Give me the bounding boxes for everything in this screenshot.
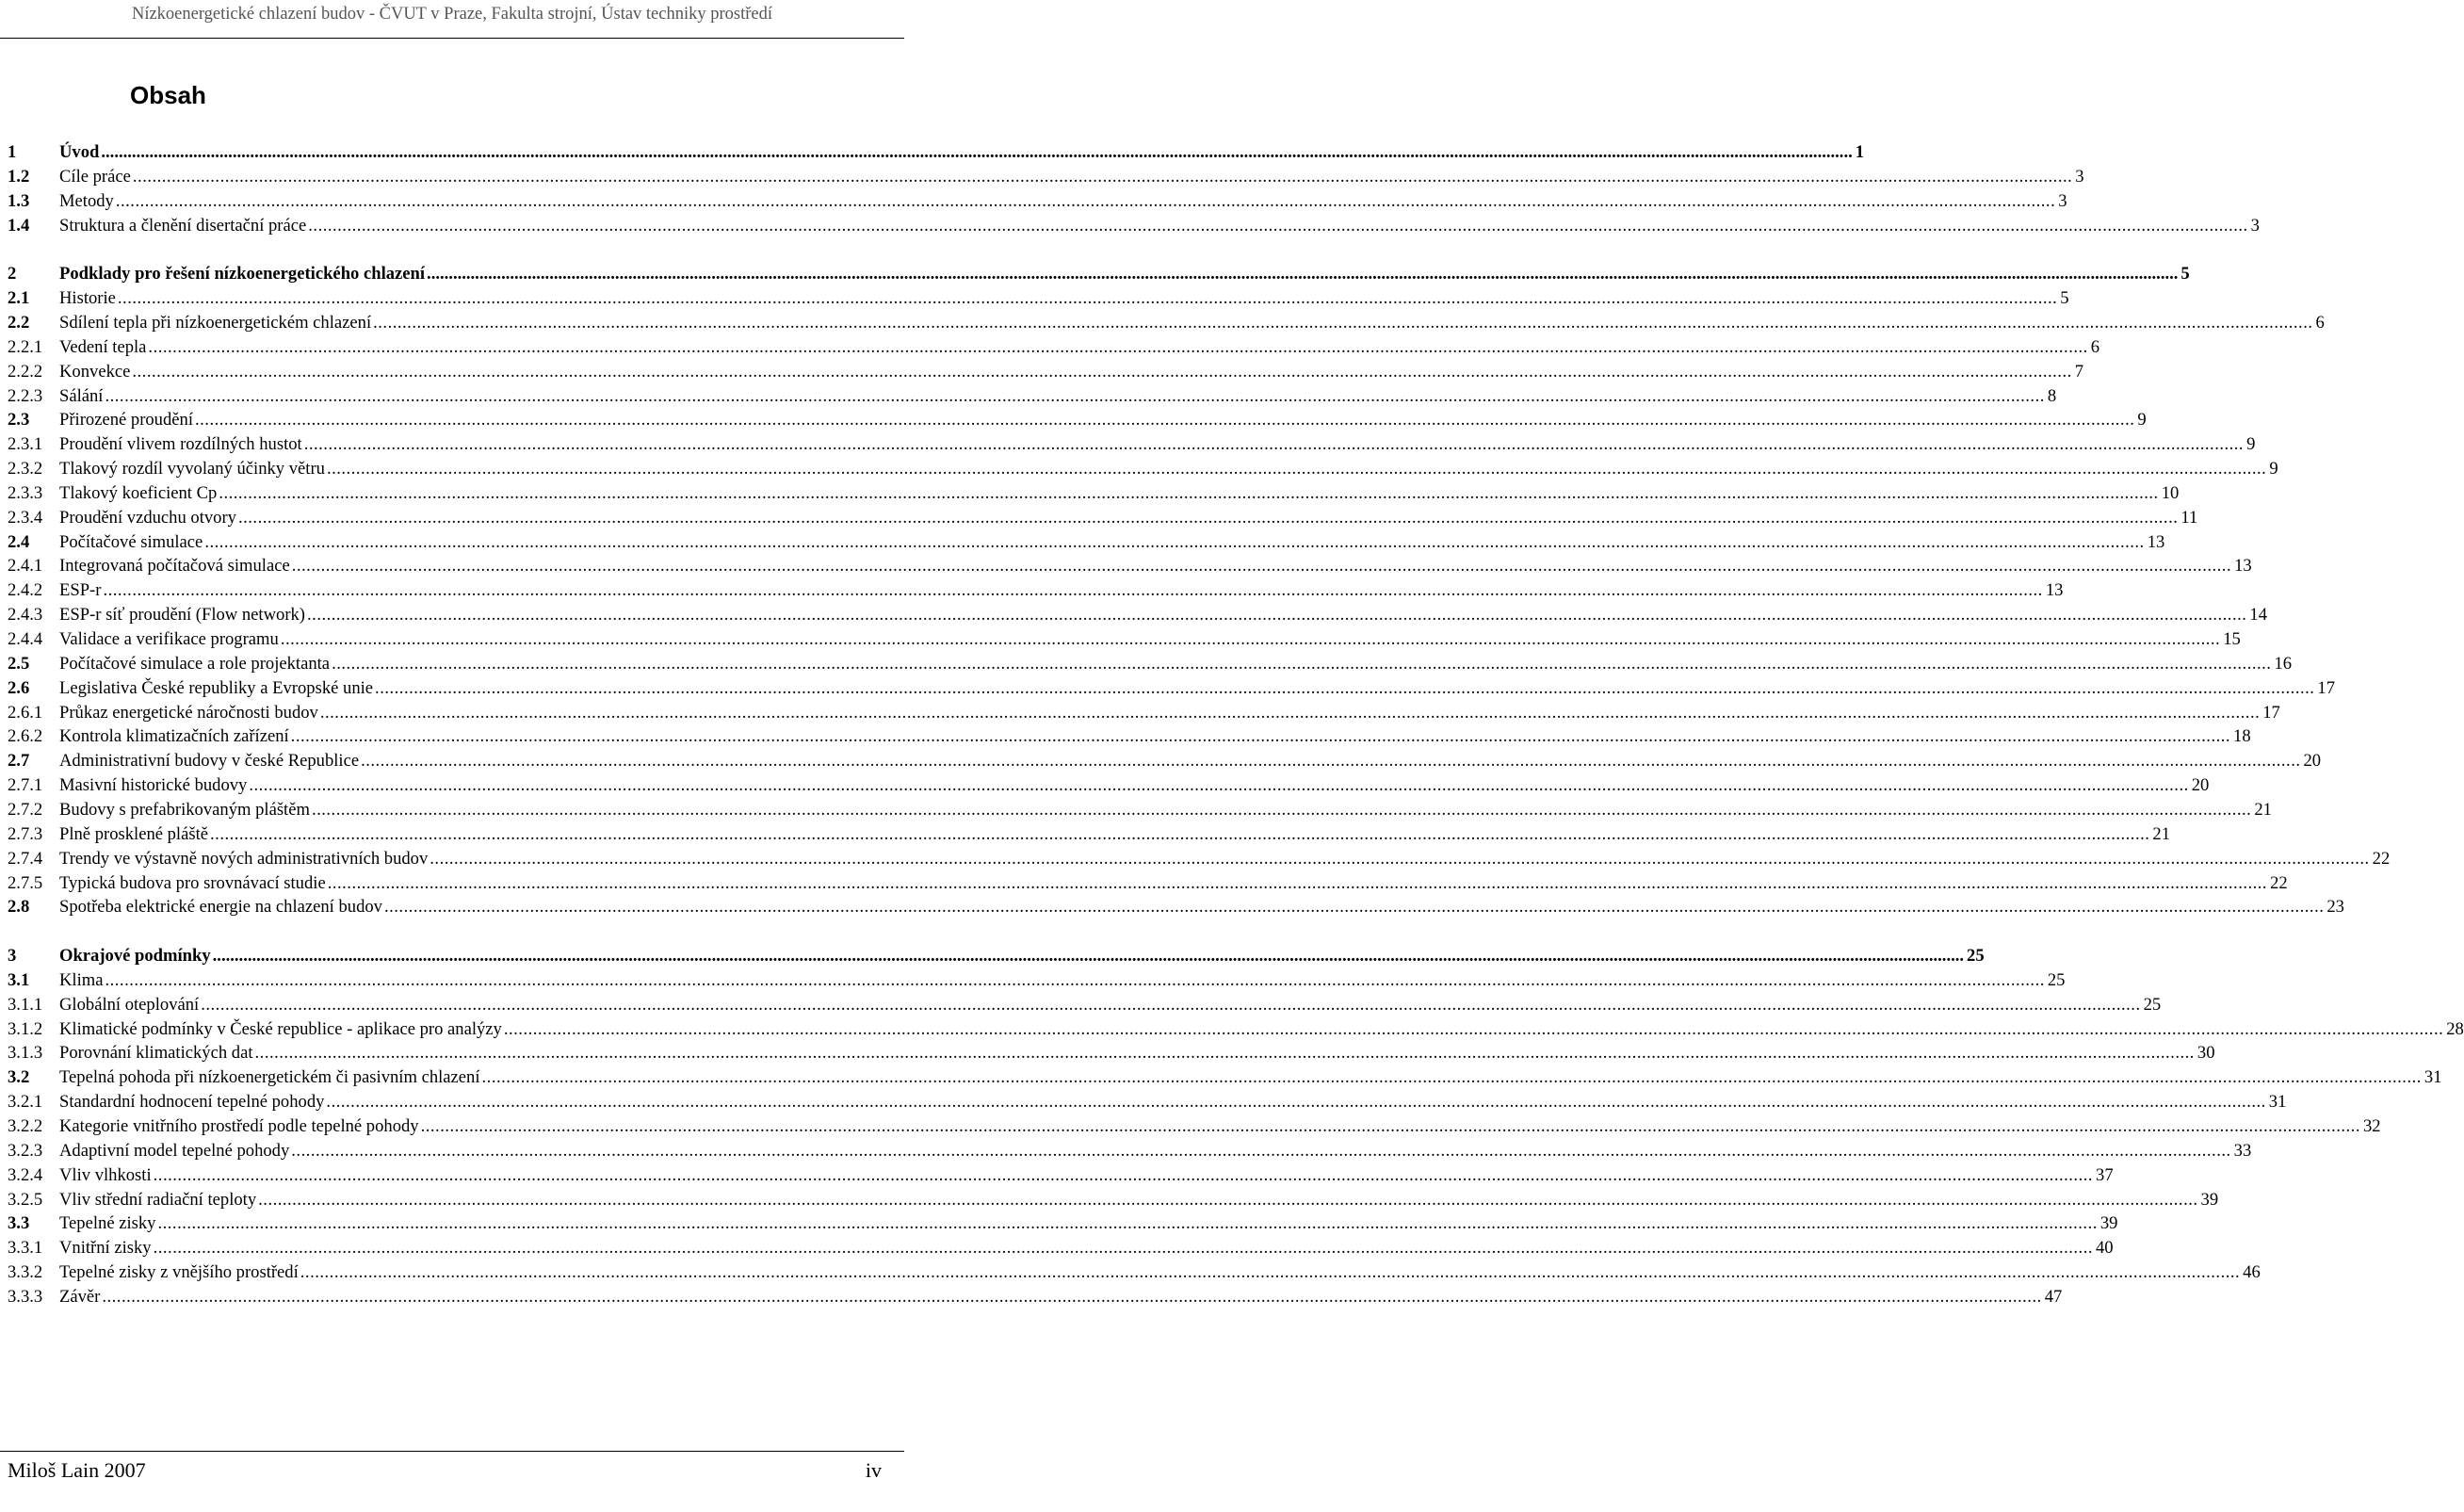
toc-dot-leader: ................................................................................................................................................................................................................................................................................................................................................................................................................ (481, 1067, 2422, 1087)
toc-entry[interactable] (8, 701, 2280, 725)
toc-entry[interactable] (8, 165, 2084, 189)
toc-dot-leader: ................................................................................................................................................................................................................................................................................................................................................................................................................ (101, 142, 1853, 162)
toc-entry-page: 5 (2060, 288, 2069, 308)
toc-dot-leader: ................................................................................................................................................................................................................................................................................................................................................................................................................ (219, 483, 2159, 503)
toc-entry-title: Přirozené proudění (59, 410, 193, 430)
toc-entry[interactable] (8, 944, 1985, 968)
toc-entry[interactable] (8, 1285, 2063, 1309)
toc-entry-title: Podklady pro řešení nízkoenergetického chlazení (59, 264, 426, 284)
toc-entry-number: 2.7 (8, 751, 30, 771)
toc-title: Obsah (130, 81, 206, 109)
toc-dot-leader: ................................................................................................................................................................................................................................................................................................................................................................................................................ (311, 800, 2252, 820)
toc-entry-title: Typická budova pro srovnávací studie (59, 873, 326, 893)
toc-entry-page: 28 (2446, 1019, 2464, 1039)
footer-author: Miloš Lain 2007 (8, 1458, 146, 1482)
toc-entry-title: Proudění vlivem rozdílných hustot (59, 434, 302, 454)
toc-entry-page: 13 (2234, 556, 2252, 576)
toc-entry-number: 2.6.2 (8, 726, 43, 746)
toc-entry-number: 3.1 (8, 970, 30, 990)
toc-entry[interactable] (8, 408, 2147, 432)
toc-entry-page: 9 (2246, 434, 2256, 454)
toc-dot-leader: ................................................................................................................................................................................................................................................................................................................................................................................................................ (204, 532, 2145, 552)
toc-entry-number: 3.3 (8, 1213, 30, 1233)
toc-entry[interactable] (8, 652, 2293, 676)
toc-dot-leader: ................................................................................................................................................................................................................................................................................................................................................................................................................ (427, 264, 2179, 284)
toc-entry-page: 21 (2152, 824, 2170, 844)
toc-entry-page: 46 (2243, 1262, 2261, 1282)
toc-entry-page: 30 (2197, 1043, 2215, 1063)
toc-entry-title: Tlakový rozdíl vyvolaný účinky větru (59, 459, 325, 479)
toc-entry-number: 2.7.2 (8, 800, 43, 820)
toc-entry-title: Integrovaná počítačová simulace (59, 556, 290, 576)
toc-entry-number: 2.7.3 (8, 824, 43, 844)
toc-entry-title: ESP-r (59, 580, 102, 600)
toc-entry-title: Kategorie vnitřního prostředí podle tepelné pohody (59, 1116, 419, 1136)
toc-entry-number: 2.5 (8, 654, 30, 674)
toc-entry[interactable] (8, 530, 2165, 555)
toc-dot-leader: ................................................................................................................................................................................................................................................................................................................................................................................................................ (308, 216, 2248, 236)
toc-entry-page: 7 (2074, 362, 2084, 382)
toc-entry-page: 3 (2250, 216, 2260, 236)
toc-entry-number: 2.3.2 (8, 459, 43, 479)
toc-entry[interactable] (8, 871, 2288, 896)
toc-dot-leader: ................................................................................................................................................................................................................................................................................................................................................................................................................ (115, 191, 2056, 211)
toc-entry-title: Vedení tepla (59, 337, 147, 357)
toc-entry-number: 2.2.2 (8, 362, 43, 382)
toc-entry-page: 37 (2096, 1165, 2114, 1185)
toc-entry-number: 2.3 (8, 410, 30, 430)
toc-dot-leader: ................................................................................................................................................................................................................................................................................................................................................................................................................ (212, 946, 1965, 966)
toc-dot-leader: ................................................................................................................................................................................................................................................................................................................................................................................................................ (210, 824, 2150, 844)
toc-entry-title: Proudění vzduchu otvory (59, 508, 236, 528)
toc-entry-number: 2.3.4 (8, 508, 43, 528)
toc-entry-page: 10 (2161, 483, 2180, 503)
toc-entry-page: 40 (2095, 1238, 2114, 1258)
toc-dot-leader: ................................................................................................................................................................................................................................................................................................................................................................................................................ (157, 1213, 2098, 1233)
toc-dot-leader: ................................................................................................................................................................................................................................................................................................................................................................................................................ (303, 434, 2245, 454)
toc-entry[interactable] (8, 457, 2278, 481)
toc-dot-leader: ................................................................................................................................................................................................................................................................................................................................................................................................................ (332, 654, 2272, 674)
toc-entry[interactable] (8, 1188, 2219, 1212)
toc-dot-leader: ................................................................................................................................................................................................................................................................................................................................................................................................................ (153, 1238, 2093, 1258)
toc-entry[interactable] (8, 1114, 2381, 1139)
toc-entry-page: 18 (2233, 726, 2251, 746)
toc-entry-title: Klima (59, 970, 104, 990)
toc-dot-leader: ................................................................................................................................................................................................................................................................................................................................................................................................................ (373, 313, 2313, 333)
footer-rule (0, 1451, 904, 1452)
toc-dot-leader: ................................................................................................................................................................................................................................................................................................................................................................................................................ (383, 897, 2325, 917)
toc-entry-page: 6 (2090, 337, 2100, 357)
toc-dot-leader: ................................................................................................................................................................................................................................................................................................................................................................................................................ (153, 1165, 2094, 1185)
toc-entry-number: 3.3.3 (8, 1287, 43, 1307)
toc-dot-leader: ................................................................................................................................................................................................................................................................................................................................................................................................................ (291, 556, 2232, 576)
toc-entry-page: 3 (2075, 167, 2084, 187)
toc-entry-page: 3 (2058, 191, 2067, 211)
toc-entry[interactable] (8, 554, 2252, 578)
toc-dot-leader: ................................................................................................................................................................................................................................................................................................................................................................................................................ (300, 1262, 2241, 1282)
toc-entry-page: 31 (2268, 1092, 2287, 1112)
toc-entry-title: Porovnání klimatických dat (59, 1043, 253, 1063)
toc-dot-leader: ................................................................................................................................................................................................................................................................................................................................................................................................................ (503, 1019, 2444, 1039)
toc-entry-title: Tepelná pohoda při nízkoenergetickém či pasivním chlazení (59, 1067, 480, 1087)
toc-entry-title: Vliv střední radiační teploty (59, 1190, 257, 1210)
toc-entry[interactable] (8, 749, 2322, 773)
toc-entry-page: 21 (2254, 800, 2272, 820)
toc-dot-leader: ................................................................................................................................................................................................................................................................................................................................................................................................................ (327, 873, 2268, 893)
toc-entry[interactable] (8, 1211, 2118, 1236)
toc-entry-page: 14 (2249, 605, 2267, 625)
toc-entry-title: Počítačové simulace (59, 532, 203, 552)
toc-entry-number: 2.4.4 (8, 629, 43, 649)
toc-entry[interactable] (8, 1260, 2261, 1285)
toc-entry-number: 2.2.1 (8, 337, 43, 357)
toc-entry[interactable] (8, 724, 2251, 749)
toc-entry-number: 3.1.3 (8, 1043, 43, 1063)
toc-entry[interactable] (8, 432, 2256, 457)
toc-entry-page: 39 (2200, 1190, 2219, 1210)
toc-entry[interactable] (8, 798, 2272, 822)
toc-entry-page: 8 (2047, 386, 2057, 406)
toc-entry-title: Konvekce (59, 362, 131, 382)
toc-dot-leader: ................................................................................................................................................................................................................................................................................................................................................................................................................ (132, 167, 2073, 187)
toc-entry[interactable] (8, 968, 2066, 993)
toc-entry-number: 1.2 (8, 167, 30, 187)
toc-entry-number: 2.4.1 (8, 556, 43, 576)
toc-entry-page: 22 (2372, 849, 2391, 869)
toc-entry-title: Struktura a členění disertační práce (59, 216, 307, 236)
toc-entry-number: 1 (8, 142, 17, 162)
toc-entry-page: 25 (1967, 946, 1985, 966)
toc-entry[interactable] (8, 384, 2057, 409)
toc-entry-number: 3.1.2 (8, 1019, 43, 1039)
toc-entry-title: Cíle práce (59, 167, 131, 187)
toc-entry-title: Průkaz energetické náročnosti budov (59, 703, 318, 723)
toc-entry-page: 5 (2180, 264, 2190, 284)
toc-entry[interactable] (8, 311, 2325, 335)
toc-entry-page: 15 (2223, 629, 2241, 649)
toc-dot-leader: ................................................................................................................................................................................................................................................................................................................................................................................................................ (148, 337, 2088, 357)
toc-dot-leader: ................................................................................................................................................................................................................................................................................................................................................................................................................ (201, 995, 2141, 1015)
footer-page-number: iv (865, 1458, 882, 1482)
toc-entry-page: 9 (2269, 459, 2278, 479)
toc-entry-page: 1 (1855, 142, 1865, 162)
toc-dot-leader: ................................................................................................................................................................................................................................................................................................................................................................................................................ (375, 678, 2315, 698)
toc-entry-number: 2.1 (8, 288, 30, 308)
toc-entry-page: 20 (2191, 775, 2210, 795)
toc-entry[interactable] (8, 1163, 2114, 1188)
toc-entry-page: 6 (2315, 313, 2325, 333)
toc-entry-number: 3.2 (8, 1067, 30, 1087)
toc-entry-title: Vnitřní zisky (59, 1238, 152, 1258)
toc-entry-number: 3.2.1 (8, 1092, 43, 1112)
toc-entry-page: 25 (2143, 995, 2162, 1015)
toc-entry[interactable] (8, 506, 2198, 530)
toc-entry-page: 47 (2044, 1287, 2063, 1307)
toc-entry[interactable] (8, 993, 2162, 1017)
toc-dot-leader: ................................................................................................................................................................................................................................................................................................................................................................................................................ (249, 775, 2189, 795)
toc-entry-title: Klimatické podmínky v České republice - aplikace pro analýzy (59, 1019, 502, 1039)
toc-entry-title: Adaptivní model tepelné pohody (59, 1141, 290, 1161)
toc-dot-leader: ................................................................................................................................................................................................................................................................................................................................................................................................................ (291, 1141, 2231, 1161)
toc-dot-leader: ................................................................................................................................................................................................................................................................................................................................................................................................................ (361, 751, 2301, 771)
toc-dot-leader: ................................................................................................................................................................................................................................................................................................................................................................................................................ (290, 726, 2231, 746)
toc-entry-number: 2.6 (8, 678, 30, 698)
toc-entry-number: 3.3.2 (8, 1262, 43, 1282)
toc-entry-page: 20 (2303, 751, 2322, 771)
toc-dot-leader: ................................................................................................................................................................................................................................................................................................................................................................................................................ (195, 410, 2135, 430)
toc-entry-number: 2.2 (8, 313, 30, 333)
toc-dot-leader: ................................................................................................................................................................................................................................................................................................................................................................................................................ (132, 362, 2072, 382)
toc-entry-number: 2.2.3 (8, 386, 43, 406)
toc-entry-page: 31 (2423, 1067, 2442, 1087)
toc-entry-title: Tepelné zisky z vnějšího prostředí (59, 1262, 299, 1282)
toc-entry-title: Počítačové simulace a role projektanta (59, 654, 331, 674)
toc-entry-title: Kontrola klimatizačních zařízení (59, 726, 289, 746)
toc-entry-number: 2.7.1 (8, 775, 43, 795)
toc-entry-number: 3.2.4 (8, 1165, 43, 1185)
toc-entry[interactable] (8, 1090, 2287, 1114)
toc-dot-leader: ................................................................................................................................................................................................................................................................................................................................................................................................................ (103, 580, 2043, 600)
toc-entry-page: 33 (2233, 1141, 2252, 1161)
toc-entry[interactable] (8, 360, 2084, 384)
toc-entry-number: 2.3.1 (8, 434, 43, 454)
toc-entry[interactable] (8, 481, 2180, 506)
toc-entry-title: Standardní hodnocení tepelné pohody (59, 1092, 325, 1112)
toc-entry-number: 2.6.1 (8, 703, 43, 723)
toc-entry-number: 2 (8, 264, 17, 284)
toc-entry-title: Administrativní budovy v české Republice (59, 751, 360, 771)
toc-dot-leader: ................................................................................................................................................................................................................................................................................................................................................................................................................ (117, 288, 2058, 308)
page-footer (0, 1451, 904, 1512)
toc-entry[interactable] (8, 822, 2170, 847)
toc-entry[interactable] (8, 1139, 2252, 1163)
toc-entry-page: 23 (2326, 897, 2344, 917)
toc-entry-title: Závěr (59, 1287, 101, 1307)
toc-entry-title: Tlakový koeficient Cp (59, 483, 218, 503)
toc-entry[interactable] (8, 214, 2260, 238)
toc-entry-number: 2.7.5 (8, 873, 43, 893)
toc-entry-number: 2.4.3 (8, 605, 43, 625)
toc-entry-number: 3.2.2 (8, 1116, 43, 1136)
toc-entry-page: 17 (2262, 703, 2280, 723)
toc-entry-number: 3 (8, 946, 17, 966)
toc-entry[interactable] (8, 262, 2190, 286)
toc-dot-leader: ................................................................................................................................................................................................................................................................................................................................................................................................................ (430, 849, 2370, 869)
toc-entry-page: 39 (2099, 1213, 2118, 1233)
toc-entry[interactable] (8, 1017, 2464, 1042)
toc-entry-title: Sdílení tepla při nízkoenergetickém chlazení (59, 313, 372, 333)
toc-dot-leader: ................................................................................................................................................................................................................................................................................................................................................................................................................ (326, 459, 2267, 479)
toc-dot-leader: ................................................................................................................................................................................................................................................................................................................................................................................................................ (254, 1043, 2195, 1063)
toc-entry-title: Vliv vlhkosti (59, 1165, 152, 1185)
toc-entry-number: 2.8 (8, 897, 30, 917)
toc-entry-number: 3.3.1 (8, 1238, 43, 1258)
toc-entry-page: 16 (2274, 654, 2293, 674)
toc-entry[interactable] (8, 1236, 2114, 1260)
toc-entry-title: Legislativa České republiky a Evropské unie (59, 678, 374, 698)
toc-entry[interactable] (8, 603, 2267, 627)
toc-entry[interactable] (8, 676, 2336, 701)
toc-entry-title: Spotřeba elektrické energie na chlazení budov (59, 897, 382, 917)
toc-entry-number: 3.2.3 (8, 1141, 43, 1161)
toc-entry-page: 11 (2180, 508, 2198, 528)
header-text: Nízkoenergetické chlazení budov - ČVUT v Praze, Fakulta strojní, Ústav techniky prostředí (131, 5, 773, 24)
toc-dot-leader: ................................................................................................................................................................................................................................................................................................................................................................................................................ (326, 1092, 2266, 1112)
toc-dot-leader: ................................................................................................................................................................................................................................................................................................................................................................................................................ (105, 970, 2045, 990)
toc-entry-number: 2.4 (8, 532, 30, 552)
toc-entry-number: 2.3.3 (8, 483, 43, 503)
toc-entry-number: 2.4.2 (8, 580, 43, 600)
toc-entry[interactable] (8, 1041, 2215, 1065)
toc-entry-number: 3.1.1 (8, 995, 43, 1015)
toc-entry-page: 25 (2047, 970, 2066, 990)
toc-entry-page: 32 (2362, 1116, 2381, 1136)
toc-entry-title: Sálání (59, 386, 104, 406)
toc-entry[interactable] (8, 773, 2210, 798)
toc-dot-leader: ................................................................................................................................................................................................................................................................................................................................................................................................................ (420, 1116, 2360, 1136)
toc-entry[interactable] (8, 1065, 2442, 1090)
toc-entry-page: 17 (2317, 678, 2336, 698)
toc-entry-title: Úvod (59, 142, 100, 162)
toc-entry-page: 13 (2147, 532, 2165, 552)
toc-dot-leader: ................................................................................................................................................................................................................................................................................................................................................................................................................ (105, 386, 2045, 406)
toc-entry[interactable] (8, 578, 2064, 603)
toc-entry-title: Plně prosklené pláště (59, 824, 209, 844)
toc-dot-leader: ................................................................................................................................................................................................................................................................................................................................................................................................................ (258, 1190, 2198, 1210)
toc-entry-page: 22 (2270, 873, 2288, 893)
toc-entry-title: Budovy s prefabrikovaným pláštěm (59, 800, 310, 820)
toc-entry-page: 13 (2045, 580, 2064, 600)
toc-dot-leader: ................................................................................................................................................................................................................................................................................................................................................................................................................ (307, 605, 2247, 625)
toc-entry-number: 2.7.4 (8, 849, 43, 869)
toc-entry-page: 9 (2137, 410, 2147, 430)
toc-entry[interactable] (8, 335, 2100, 360)
toc-entry-title: Metody (59, 191, 114, 211)
toc-dot-leader: ................................................................................................................................................................................................................................................................................................................................................................................................................ (280, 629, 2221, 649)
toc-entry-title: Tepelné zisky (59, 1213, 156, 1233)
toc-entry[interactable] (8, 627, 2241, 652)
toc-entry-title: Historie (59, 288, 116, 308)
toc-entry[interactable] (8, 847, 2391, 871)
toc-entry-title: Masivní historické budovy (59, 775, 248, 795)
toc-dot-leader: ................................................................................................................................................................................................................................................................................................................................................................................................................ (237, 508, 2179, 528)
toc-dot-leader: ................................................................................................................................................................................................................................................................................................................................................................................................................ (319, 703, 2261, 723)
toc-entry[interactable] (8, 140, 1865, 165)
toc-entry-number: 1.4 (8, 216, 30, 236)
toc-dot-leader: ................................................................................................................................................................................................................................................................................................................................................................................................................ (102, 1287, 2042, 1307)
toc-entry-title: Trendy ve výstavně nových administrativních budov (59, 849, 429, 869)
toc-entry-number: 3.2.5 (8, 1190, 43, 1210)
toc-entry[interactable] (8, 286, 2069, 311)
toc-entry-number: 1.3 (8, 191, 30, 211)
toc-entry-title: Okrajové podmínky (59, 946, 211, 966)
toc-entry[interactable] (8, 189, 2067, 214)
toc-entry-title: ESP-r síť proudění (Flow network) (59, 605, 306, 625)
toc-entry[interactable] (8, 895, 2344, 919)
toc-entry-title: Validace a verifikace programu (59, 629, 279, 649)
toc-entry-title: Globální oteplování (59, 995, 200, 1015)
